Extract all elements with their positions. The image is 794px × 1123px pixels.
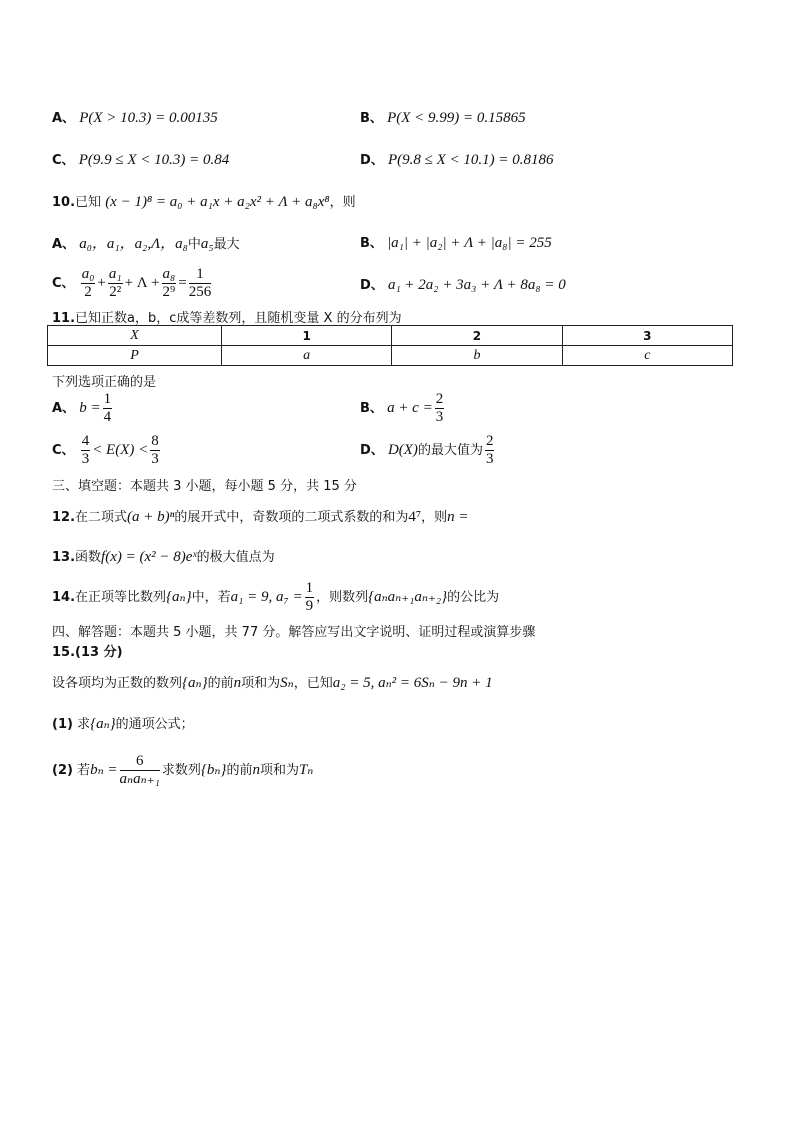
q12 <box>52 506 469 526</box>
numerator: a₈ <box>162 266 176 282</box>
question-number: 10. <box>52 195 76 210</box>
part-label: (1) <box>52 717 73 732</box>
option-math: P(9.8 ≤ X < 10.1) = 0.8186 <box>387 152 554 168</box>
numerator: 4 <box>81 433 90 449</box>
distribution-table <box>47 325 733 366</box>
option-math: a₁ + 2a₂ + 3a₃ + Λ + 8a₈ = 0 <box>387 277 566 293</box>
option-label: D、 <box>360 443 384 458</box>
table-cell: a <box>222 346 392 366</box>
stem-text: 的展开式中，奇数项的二项式系数的和为 <box>174 510 409 525</box>
table-cell: 1 <box>222 326 392 346</box>
stem-text: 函数 <box>75 550 102 565</box>
part-math: bₙ = <box>90 762 118 778</box>
option-label: A、 <box>52 111 76 126</box>
fraction <box>435 391 445 426</box>
stem-math: (a + b)ⁿ <box>127 509 175 525</box>
q10-option-c: C、 $\frac{\text{a₀}}{2}$ + $\frac{\text{a₁}}{\text{2²}}$ + Λ + $\frac{\text{a₈}}{\text{2⁹}}$ = $\frac{1}{256}$ <box>52 266 212 300</box>
stem-math: n <box>233 675 242 691</box>
stem-math: {aₙaₙ₊₁aₙ₊₂} <box>368 589 448 605</box>
fraction <box>485 433 495 468</box>
option-text: 中 <box>187 237 201 252</box>
stem-math: 4⁷ <box>408 509 422 525</box>
q15-number: 15.(13 分) <box>52 645 123 660</box>
stem-math: a₂ = 5, aₙ² = 6Sₙ − 9n + 1 <box>332 675 493 691</box>
stem-math: f(x) = (x² − 8)eˣ <box>101 549 197 565</box>
table-cell: c <box>562 346 732 366</box>
denominator: 3 <box>485 451 494 467</box>
stem-math: {aₙ} <box>182 675 208 691</box>
part-label: (2) <box>52 763 73 778</box>
table-cell: X <box>48 326 222 346</box>
stem-text: 在正项等比数列 <box>75 590 167 605</box>
stem-text: 在二项式 <box>75 510 128 525</box>
stem-math: n = <box>447 509 469 525</box>
table-row <box>48 346 733 366</box>
q10-option-d <box>360 274 566 294</box>
q11-option-a <box>52 391 114 426</box>
part-math: Tₙ <box>298 762 314 778</box>
part-text: 的前 <box>226 763 253 778</box>
q10-option-b <box>360 232 552 252</box>
q14 <box>52 580 499 615</box>
part-text: 项和为 <box>259 763 299 778</box>
stem-text: 设各项均为正数的数列 <box>52 676 183 691</box>
denominator: 256 <box>188 284 212 300</box>
table-cell: P <box>48 346 222 366</box>
option-label: B、 <box>360 236 383 251</box>
q11-option-b <box>360 391 446 426</box>
q11-option-c <box>52 433 162 468</box>
fraction <box>162 266 177 301</box>
fraction <box>120 753 160 788</box>
q9-option-a <box>52 107 218 127</box>
fraction <box>189 266 212 301</box>
q10-option-a <box>52 232 240 253</box>
numerator: 6 <box>120 753 160 771</box>
section-heading-solutions: 四、解答题：本题共 5 小题，共 77 分。解答应写出文字说明、证明过程或演算步骤 <box>52 625 536 640</box>
stem-text: 的前 <box>207 676 234 691</box>
part-math: n <box>252 762 260 778</box>
q15-part-2 <box>52 753 313 788</box>
fraction <box>81 266 96 301</box>
fraction <box>103 391 113 426</box>
q10-stem <box>52 191 356 211</box>
stem-text: 中，若 <box>191 590 231 605</box>
q9-option-d <box>360 149 553 169</box>
numerator: a₀ <box>81 266 95 282</box>
denominator: aₙaₙ₊₁ <box>119 771 160 787</box>
numerator: 1 <box>305 580 314 596</box>
q13 <box>52 546 275 566</box>
numerator: a₁ <box>108 266 122 282</box>
option-text: 最大 <box>213 237 240 252</box>
denominator: 4 <box>103 409 112 425</box>
option-math: a₅ <box>200 236 214 252</box>
option-label: B、 <box>360 401 383 416</box>
numerator: 2 <box>435 391 444 407</box>
option-math: P(X > 10.3) = 0.00135 <box>79 110 218 126</box>
part-text: 若 <box>77 763 91 778</box>
question-number: 13. <box>52 550 76 565</box>
denominator: 2 <box>84 284 92 300</box>
fraction <box>108 266 123 301</box>
numerator: 8 <box>151 433 159 449</box>
stem-text: ，已知 <box>293 676 333 691</box>
option-label: B、 <box>360 111 383 126</box>
option-math: b = <box>79 400 101 416</box>
option-math: a + c = <box>387 400 433 416</box>
question-number: 14. <box>52 590 76 605</box>
denominator: 9 <box>305 598 314 614</box>
table-cell: 3 <box>562 326 732 346</box>
option-label: C、 <box>52 443 75 458</box>
part-text: 求数列 <box>161 763 201 778</box>
stem-text: 项和为 <box>241 676 281 691</box>
option-math: a₀，a₁，a₂,Λ，a₈ <box>79 236 188 252</box>
section-heading-fill-in: 三、填空题：本题共 3 小题，每小题 5 分，共 15 分 <box>52 479 357 494</box>
denominator: 2² <box>109 284 122 300</box>
stem-text: 已知正数a，b，c成等差数列，且随机变量 X 的分布列为 <box>75 311 402 326</box>
part-text: 的通项公式； <box>115 717 194 732</box>
fraction <box>150 433 160 468</box>
fraction <box>305 580 315 615</box>
numerator: 1 <box>103 391 112 407</box>
option-label: D、 <box>360 278 384 293</box>
stem-text: ，则 <box>329 195 356 210</box>
stem-text: 已知 <box>75 195 102 210</box>
table-cell: 2 <box>392 326 562 346</box>
option-math: + Λ + <box>124 275 160 291</box>
part-math: {aₙ} <box>90 716 116 732</box>
option-label: A、 <box>52 401 76 416</box>
option-math: P(X < 9.99) = 0.15865 <box>387 110 526 126</box>
option-math: |a₁| + |a₂| + Λ + |a₈| = 255 <box>387 235 552 251</box>
q9-option-c <box>52 149 229 169</box>
question-number: 11. <box>52 311 76 326</box>
stem-text: 的公比为 <box>447 590 500 605</box>
option-label: D、 <box>360 153 384 168</box>
option-math: P(9.9 ≤ X < 10.3) = 0.84 <box>78 152 230 168</box>
table-cell: b <box>392 346 562 366</box>
q11-stem <box>52 307 402 326</box>
stem-text: ，则数列 <box>316 590 369 605</box>
stem-text: 的极大值点为 <box>196 550 275 565</box>
denominator: 3 <box>81 451 90 467</box>
question-number: 12. <box>52 510 76 525</box>
stem-text: ，则 <box>421 510 448 525</box>
stem-math: Sₙ <box>280 675 294 691</box>
part-math: {bₙ} <box>200 762 227 778</box>
option-math: < E(X) < <box>92 442 149 458</box>
option-label: C、 <box>52 276 75 291</box>
option-label: A、 <box>52 237 76 252</box>
part-text: 求 <box>77 717 91 732</box>
option-math: D(X) <box>387 442 418 458</box>
option-label: C、 <box>52 153 75 168</box>
numerator: 1 <box>189 266 212 284</box>
stem-math: a₁ = 9, a₇ = <box>230 589 303 605</box>
table-row <box>48 326 733 346</box>
option-text: 的最大值为 <box>417 443 483 458</box>
denominator: 3 <box>435 409 444 425</box>
stem-math: {aₙ} <box>166 589 192 605</box>
q15-stem <box>52 672 493 692</box>
stem-math: (x − 1)⁸ = a₀ + a₁x + a₂x² + Λ + a₈x⁸ <box>105 194 330 210</box>
numerator: 2 <box>485 433 494 449</box>
q11-prompt: 下列选项正确的是 <box>52 375 157 390</box>
q9-option-b <box>360 107 526 127</box>
q11-option-d <box>360 433 496 468</box>
denominator: 2⁹ <box>162 284 176 300</box>
denominator: 3 <box>151 451 159 467</box>
fraction <box>81 433 91 468</box>
q15-part-1 <box>52 713 194 733</box>
